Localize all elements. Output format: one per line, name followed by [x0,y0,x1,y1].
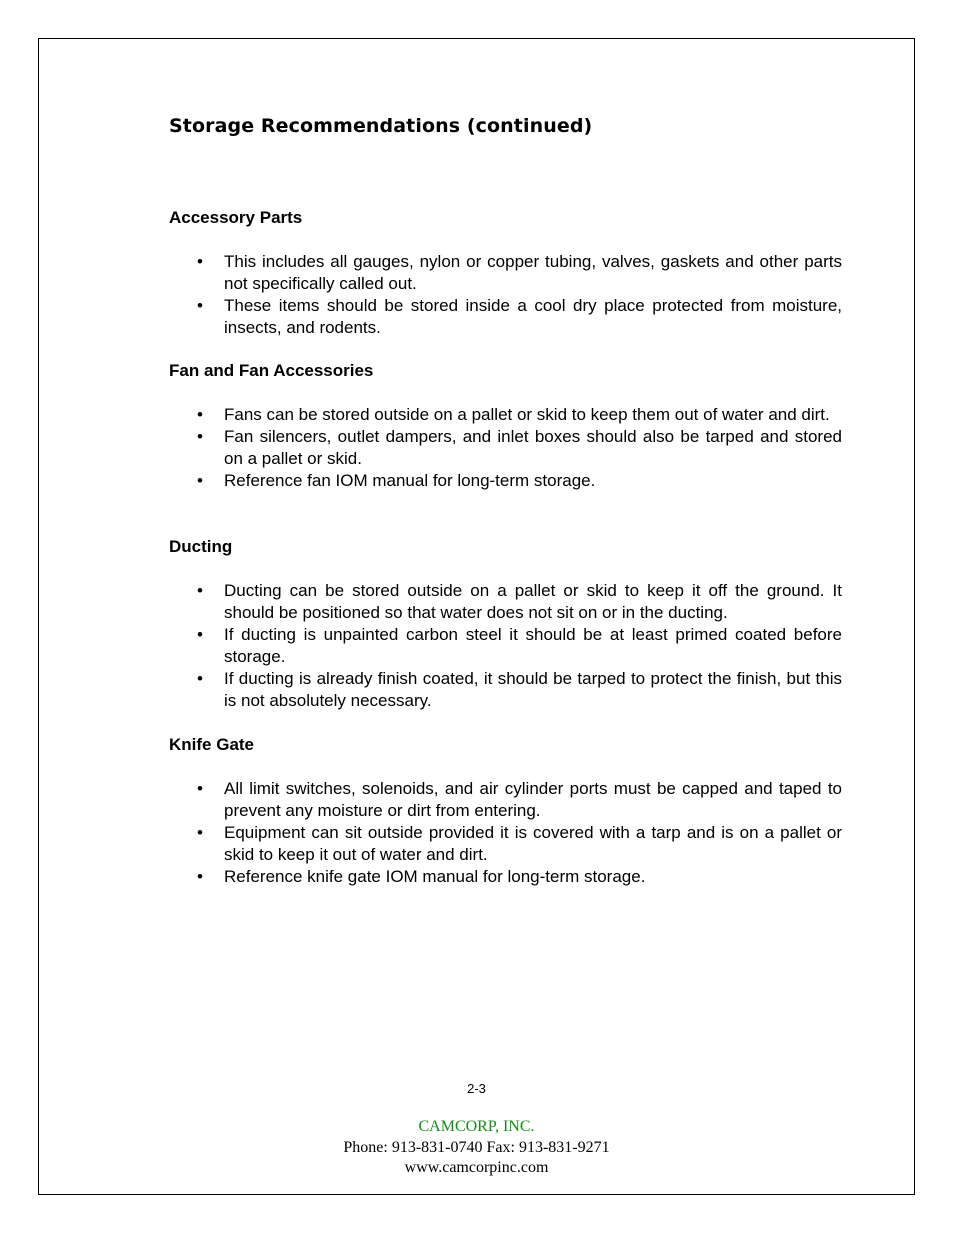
company-phone: Phone: 913-831-0740 Fax: 913-831-9271 [343,1139,610,1156]
bullet-icon: • [197,867,203,886]
list-item-text: Fan silencers, outlet dampers, and inlet boxes should also be tarped and stored on a pallet or skid. [224,427,842,468]
bullet-icon: • [197,471,203,490]
list-item-text: Reference fan IOM manual for long-term storage. [224,471,596,490]
section-heading: Accessory Parts [169,208,303,227]
list-item-text: Equipment can sit outside provided it is covered with a tarp and is on a pallet or skid to keep it out of water and dirt. [224,823,842,864]
company-name: CAMCORP, INC. [418,1118,535,1135]
bullet-list [169,580,842,712]
bullet-icon: • [197,581,203,600]
list-item [169,404,842,426]
page-title: Storage Recommendations (continued) [169,115,593,137]
list-item-text: Reference knife gate IOM manual for long-term storage. [224,867,646,886]
section-fan-accessories [169,360,842,492]
list-item [169,426,842,470]
list-item [169,624,842,668]
bullet-icon: • [197,427,203,446]
section-heading: Knife Gate [169,735,255,754]
bullet-list [169,404,842,492]
list-item [169,295,842,339]
list-item [169,866,842,888]
bullet-icon: • [197,296,203,315]
list-item-text: These items should be stored inside a cool dry place protected from moisture, insects, and rodents. [224,296,842,337]
bullet-icon: • [197,405,203,424]
section-heading: Fan and Fan Accessories [169,361,374,380]
list-item [169,580,842,624]
bullet-icon: • [197,252,203,271]
list-item [169,470,842,492]
list-item [169,822,842,866]
company-website: www.camcorpinc.com [404,1159,549,1176]
bullet-list [169,778,842,888]
section-ducting [169,536,842,712]
list-item-text: If ducting is unpainted carbon steel it should be at least primed coated before storage. [224,625,842,666]
bullet-icon: • [197,669,203,688]
bullet-icon: • [197,823,203,842]
list-item-text: This includes all gauges, nylon or copper tubing, valves, gaskets and other parts not specifically called out. [224,252,842,293]
page-number: 2-3 [467,1081,486,1096]
list-item-text: If ducting is already finish coated, it should be tarped to protect the finish, but this is not absolutely necessary. [224,669,842,710]
bullet-icon: • [197,625,203,644]
list-item [169,778,842,822]
bullet-list [169,251,842,339]
list-item-text: All limit switches, solenoids, and air cylinder ports must be capped and taped to prevent any moisture or dirt from entering. [224,779,842,820]
section-knife-gate [169,734,842,888]
list-item [169,251,842,295]
list-item [169,668,842,712]
list-item-text: Ducting can be stored outside on a pallet or skid to keep it off the ground. It should be positioned so that water does not sit on or in the ducting. [224,581,842,622]
section-heading: Ducting [169,537,233,556]
bullet-icon: • [197,779,203,798]
section-accessory-parts [169,207,842,339]
list-item-text: Fans can be stored outside on a pallet or skid to keep them out of water and dirt. [224,405,830,424]
